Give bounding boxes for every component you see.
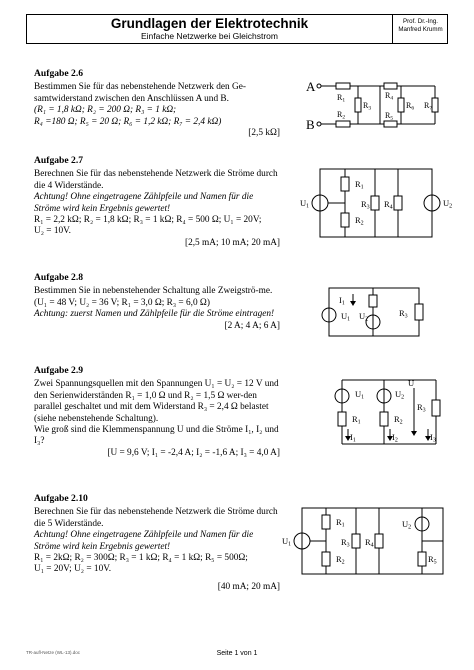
author-box [393, 18, 448, 34]
page-title: Grundlagen der Elektrotechnik [110, 16, 309, 31]
label-r5: R5 [428, 554, 437, 566]
label-r6: R6 [406, 101, 415, 112]
resistor-r3 [352, 534, 360, 548]
task-text: Wie groß sind die Klemmenspannung U und die Ströme I₁, I₂ und I₃? [34, 425, 279, 447]
label-r4: R4 [384, 199, 393, 211]
label-r7: R7 [424, 101, 433, 112]
author-title: Prof. Dr.-Ing. [402, 18, 439, 25]
label-u1: U1 [300, 198, 310, 210]
label-r2: R2 [337, 110, 346, 121]
task-title: Aufgabe 2.10 [34, 493, 88, 504]
task-values: R₁ = 2,2 kΩ; R₂ = 1,8 kΩ; R₃ = 1 kΩ; R₄ = 500 Ω; U₁ = 20V; [34, 215, 262, 226]
task-title: Aufgabe 2.9 [34, 365, 84, 376]
label-r1: R1 [352, 414, 361, 426]
label-r4: R4 [385, 91, 394, 102]
label-i1: I1 [350, 432, 356, 444]
task-2-8 [34, 272, 280, 332]
task-answer: [2 A; 4 A; 6 A] [224, 320, 280, 331]
resistor-r1 [336, 83, 350, 89]
resistor-r1 [322, 515, 330, 529]
task-text: Bestimmen Sie in nebenstehender Schaltung alle Zweigströ-me. [34, 286, 273, 297]
label-r3: R3 [361, 199, 370, 211]
author-name: Manfred Krumm [398, 26, 443, 33]
resistor-r3 [355, 98, 361, 112]
current-arrow-i1 [350, 301, 356, 306]
resistor-r4 [384, 83, 397, 89]
resistor-r6 [398, 98, 404, 112]
resistor-r1 [341, 177, 349, 191]
task-text: Berechnen Sie für das nebenstehende Netzwerk die Ströme durch die 5 Widerstände. [34, 507, 278, 529]
label-u1: U1 [341, 311, 351, 323]
page-subtitle: Einfache Netzwerke bei Gleichstrom [140, 31, 278, 41]
task-2-7 [34, 155, 280, 249]
task-2-10 [34, 493, 280, 593]
task-answer: [2,5 mA; 10 mA; 20 mA] [184, 237, 280, 248]
label-i3: I3 [430, 432, 436, 444]
label-r3: R3 [363, 101, 372, 112]
task-values: U₁ = 20V; U₂ = 10V. [34, 564, 112, 575]
label-u1: U1 [355, 389, 365, 401]
voltage-arrow-u [411, 431, 417, 436]
resistor-r2 [341, 213, 349, 227]
resistor-r1 [369, 295, 377, 307]
task-text: Bestimmen Sie für das nebenstehende Netzwerk den Ge-samtwiderstand zwischen den Anschlüssen A und B. [34, 82, 246, 104]
task-text: Zwei Spannungsquellen mit den Spannungen U₁ = U₂ = 12 V und den Serienwiderständen R₁ = 1,0 Ω und R₂ = 1,5 Ω wer-den parallel geschaltet und mit dem Widerstand R₃ = 2,4 Ω belastet (siehe nebenstehende Schaltung). [34, 379, 279, 424]
label-r1: R1 [336, 517, 345, 529]
label-u2: U2 [359, 311, 369, 323]
label-u2: U2 [402, 519, 412, 531]
task-answer: [2,5 kΩ] [248, 128, 280, 139]
resistor-r2 [336, 121, 350, 127]
label-u2: U2 [443, 198, 453, 210]
task-answer: [40 mA; 20 mA] [217, 581, 280, 592]
circuit-2-8 [315, 282, 435, 342]
resistor-r5 [418, 552, 426, 566]
task-answer: [U = 9,6 V; I₁ = -2,4 A; I₂ = -1,6 A; I₃ = 4,0 A] [107, 447, 280, 458]
resistor-r4 [394, 196, 402, 210]
footer-page-number: Seite 1 von 1 [216, 650, 258, 657]
resistor-r3 [371, 196, 379, 210]
resistor-r7 [432, 98, 438, 112]
label-r2: R2 [394, 414, 403, 426]
resistor-r4 [375, 534, 383, 548]
label-r3: R3 [399, 308, 408, 320]
label-b: B [306, 117, 315, 132]
resistor-r5 [384, 121, 397, 127]
task-text: Berechnen Sie für das nebenstehende Netzwerk die Ströme durch die 4 Widerstände. [34, 169, 278, 191]
label-r2: R2 [336, 554, 345, 566]
resistor-r2 [322, 552, 330, 566]
circuit-2-7 [295, 163, 460, 243]
task-note: Achtung! Ohne eingetragene Zählpfeile und Namen für die Ströme wird kein Ergebnis gewertet! [34, 530, 254, 552]
label-r1: R1 [337, 93, 346, 104]
label-u: U [408, 378, 415, 388]
task-values: (U₁ = 48 V; U₂ = 36 V; R₁ = 3,0 Ω; R₃ = 6,0 Ω) [34, 297, 210, 308]
label-i2: I2 [392, 432, 398, 444]
task-values: R₁ = 2kΩ; R₂ = 300Ω; R₃ = 1 kΩ; R₄ = 1 kΩ; R₅ = 500Ω; [34, 553, 248, 564]
circuit-2-9 [328, 372, 450, 454]
page-header [26, 14, 448, 44]
label-u2: U2 [395, 389, 405, 401]
circuit-2-6 [305, 76, 450, 134]
label-r3: R3 [341, 537, 350, 549]
label-r2: R2 [355, 215, 364, 227]
resistor-r1 [338, 412, 346, 426]
resistor-r3 [415, 304, 423, 320]
terminal-a [317, 84, 321, 88]
task-title: Aufgabe 2.7 [34, 155, 84, 166]
label-r4: R4 [365, 537, 374, 549]
task-note: Achtung: zuerst Namen und Zählpfeile für die Ströme eintragen! [34, 309, 275, 320]
task-title: Aufgabe 2.6 [34, 68, 84, 79]
task-values: (R₁ = 1,8 kΩ; R₂ = 200 Ω; R₃ = 1 kΩ; [34, 105, 177, 116]
task-note: Achtung! Ohne eingetragene Zählpfeile und Namen für die Ströme wird kein Ergebnis gewertet! [34, 192, 254, 214]
label-i1: I1 [339, 295, 345, 307]
task-2-6 [34, 68, 280, 139]
task-values: U₂ = 10V. [34, 226, 71, 237]
label-r5: R5 [385, 111, 394, 122]
task-values: R₄ =180 Ω; R₅ = 20 Ω; R₆ = 1,2 kΩ; R₇ = 2,4 kΩ) [34, 116, 222, 127]
terminal-b [317, 122, 321, 126]
footer-filename: TR-aufl-Netze (WL-13).doc [26, 650, 81, 655]
label-r1: R1 [355, 179, 364, 191]
label-u1: U1 [282, 536, 292, 548]
title-box [27, 15, 393, 43]
label-a: A [306, 79, 316, 94]
task-2-9 [34, 365, 280, 459]
resistor-r3 [432, 400, 440, 416]
label-r3: R3 [417, 402, 426, 414]
resistor-r2 [380, 412, 388, 426]
circuit-2-10 [280, 500, 458, 582]
task-title: Aufgabe 2.8 [34, 272, 84, 283]
